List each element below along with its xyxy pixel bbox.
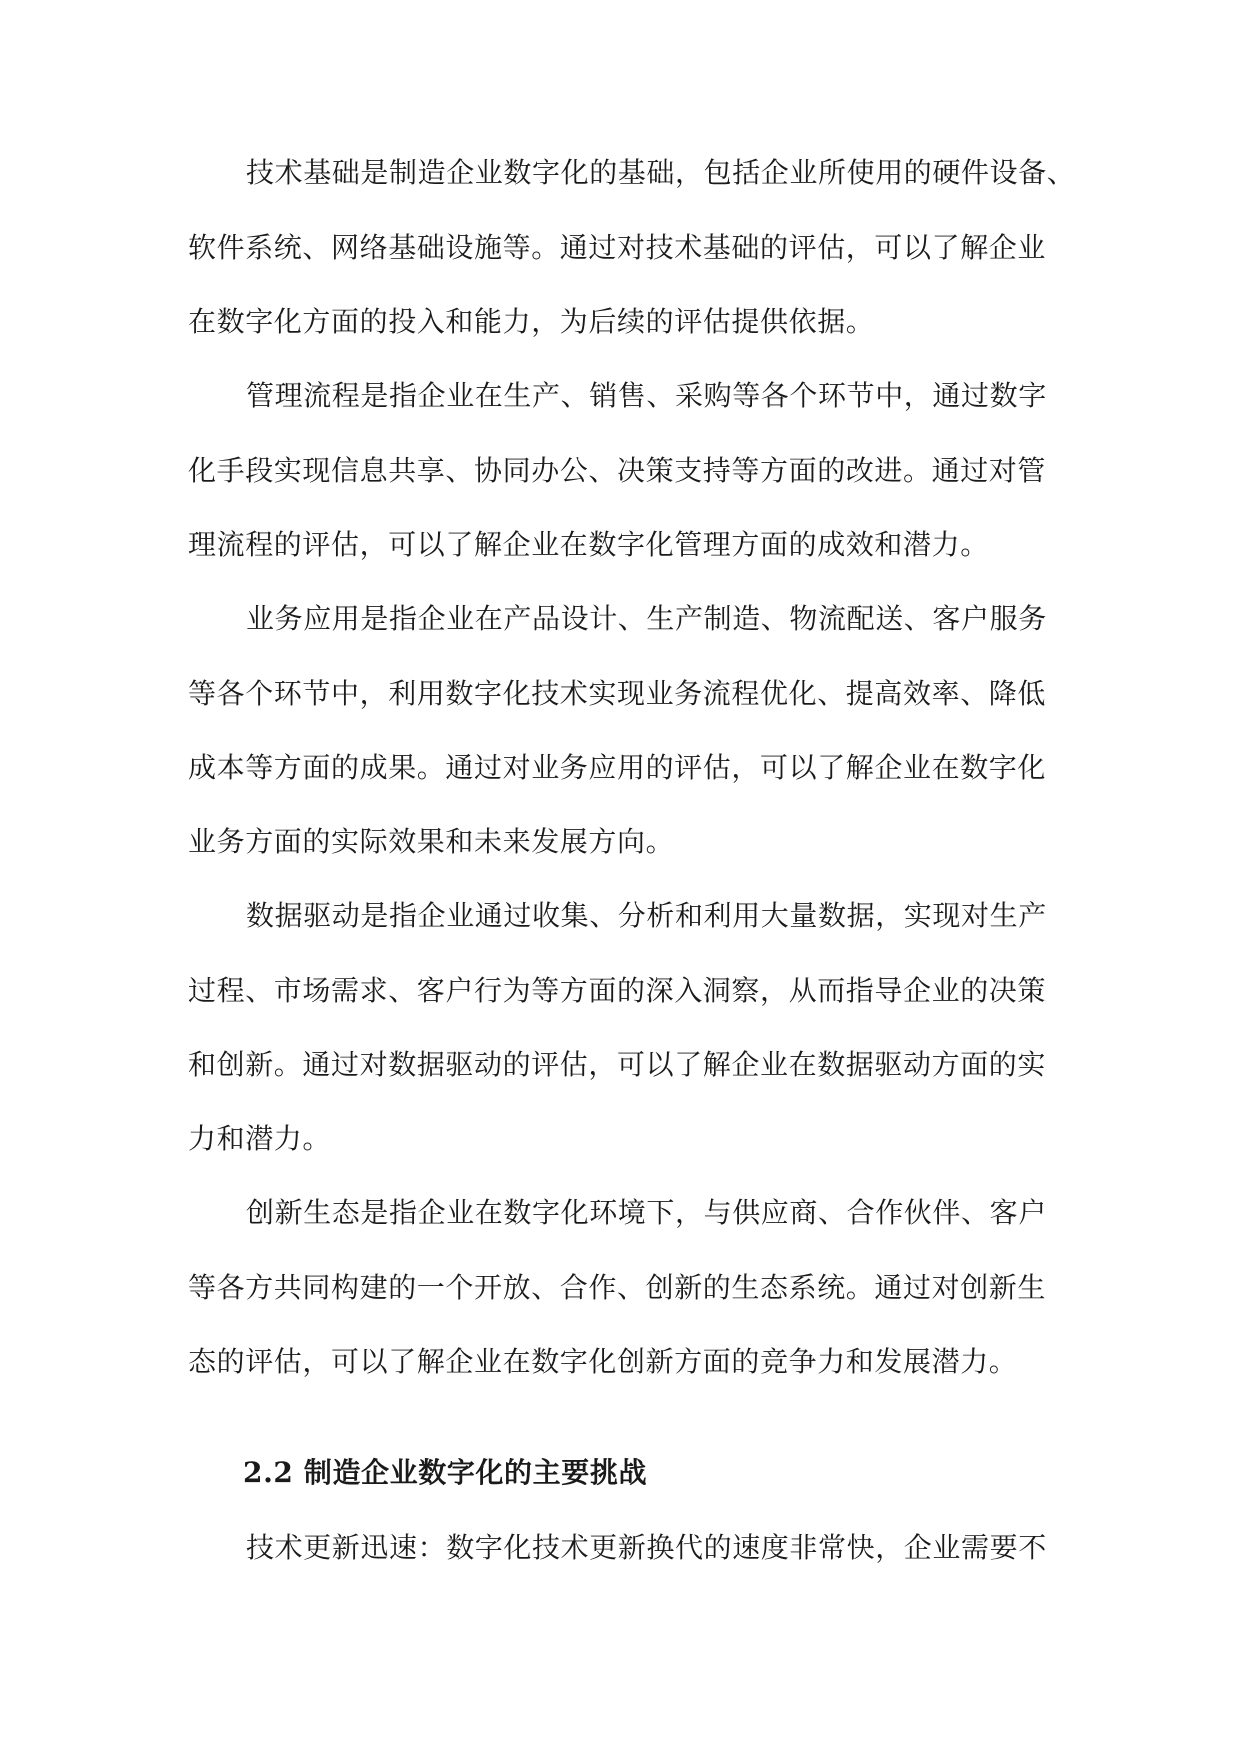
paragraph-line: 等各个环节中，利用数字化技术实现业务流程优化、提高效率、降低 [188,677,1047,710]
paragraph-line: 态的评估，可以了解企业在数字化创新方面的竞争力和发展潜力。 [188,1345,1018,1378]
paragraph-line: 管理流程是指企业在生产、销售、采购等各个环节中，通过数字 [246,379,1047,412]
paragraph-line: 技术基础是制造企业数字化的基础，包括企业所使用的硬件设备、 [246,156,1076,189]
paragraph-line: 创新生态是指企业在数字化环境下，与供应商、合作伙伴、客户 [246,1196,1047,1229]
paragraph-line: 软件系统、网络基础设施等。通过对技术基础的评估，可以了解企业 [188,231,1047,264]
paragraph-line: 和创新。通过对数据驱动的评估，可以了解企业在数据驱动方面的实 [188,1048,1047,1081]
paragraph-line: 过程、市场需求、客户行为等方面的深入洞察，从而指导企业的决策 [188,974,1047,1007]
paragraph-line: 数据驱动是指企业通过收集、分析和利用大量数据，实现对生产 [246,899,1047,932]
paragraph-line: 理流程的评估，可以了解企业在数字化管理方面的成效和潜力。 [188,528,989,561]
paragraph-line: 化手段实现信息共享、协同办公、决策支持等方面的改进。通过对管 [188,454,1047,487]
paragraph-line: 等各方共同构建的一个开放、合作、创新的生态系统。通过对创新生 [188,1271,1047,1304]
paragraph-line: 业务方面的实际效果和未来发展方向。 [188,825,675,858]
paragraph-line: 力和潜力。 [188,1122,332,1155]
paragraph-line: 在数字化方面的投入和能力，为后续的评估提供依据。 [188,305,875,338]
section-heading: 2.2 制造企业数字化的主要挑战 [243,1456,648,1489]
paragraph-line: 技术更新迅速：数字化技术更新换代的速度非常快，企业需要不 [246,1531,1047,1564]
paragraph-line: 成本等方面的成果。通过对业务应用的评估，可以了解企业在数字化 [188,751,1047,784]
paragraph-line: 业务应用是指企业在产品设计、生产制造、物流配送、客户服务 [246,602,1047,635]
